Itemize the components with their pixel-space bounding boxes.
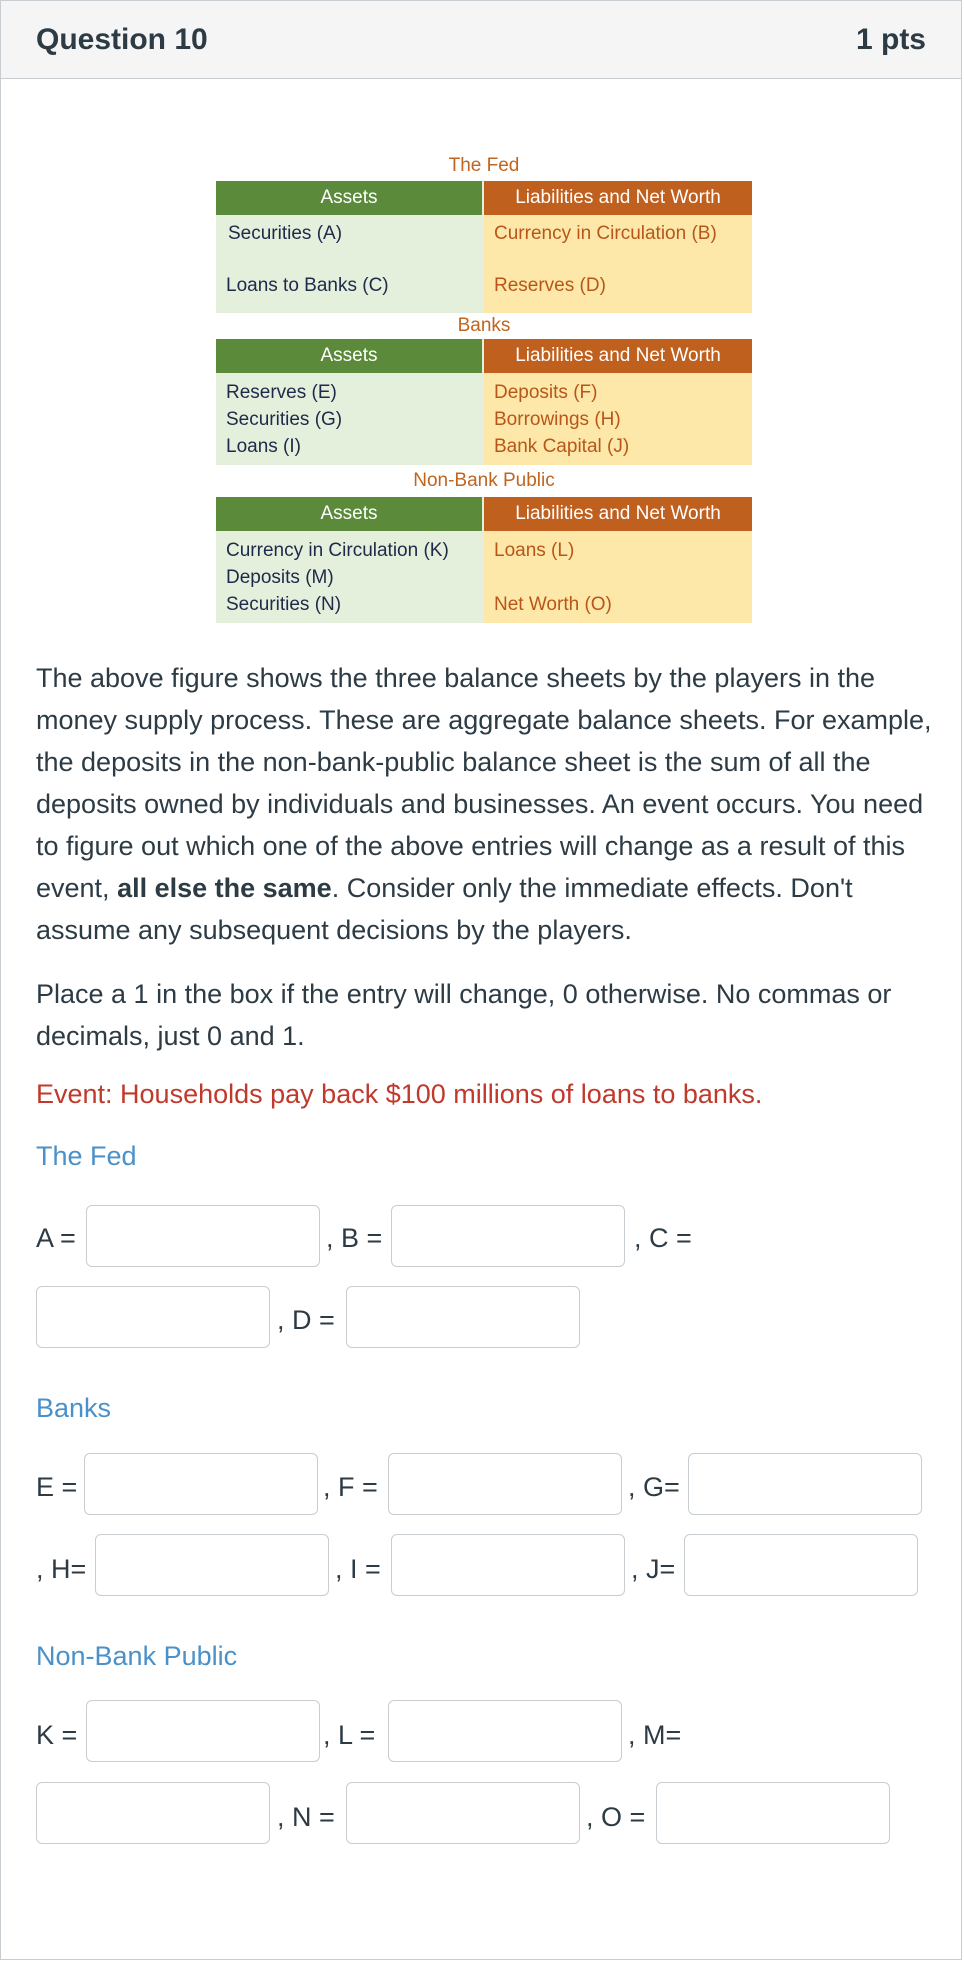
description-text: The above figure shows the three balance sheets by the players in the money supply process. These are aggregate balance sheets. For example, the deposits in the non-bank-public balance sheet is the sum of all the deposits owned by individuals and businesses. An event occurs. You need to figure out which one of the above entries will change as a result of this event,	[36, 663, 932, 903]
banks-assets-column	[216, 339, 484, 465]
label-h: , H=	[36, 1554, 87, 1584]
input-i[interactable]	[391, 1534, 625, 1596]
banks-asset-entry: Loans (I)	[226, 436, 301, 457]
fed-assets-column	[216, 181, 484, 313]
input-l[interactable]	[388, 1700, 622, 1762]
banks-liability-entry: Deposits (F)	[494, 382, 598, 403]
label-e: E =	[36, 1472, 78, 1502]
label-i: , I =	[335, 1554, 381, 1584]
fed-asset-entry	[226, 247, 474, 273]
instructions: Place a 1 in the box if the entry will change, 0 otherwise. No commas or decimals, just 0 and 1.	[36, 979, 892, 1051]
fed-liabilities-column	[484, 181, 752, 313]
label-d: , D =	[277, 1305, 335, 1335]
fed-liability-entry: Reserves (D)	[494, 275, 606, 296]
input-f[interactable]	[388, 1453, 622, 1515]
label-c: , C =	[634, 1223, 692, 1253]
public-assets-header: Assets	[216, 497, 482, 531]
input-n[interactable]	[346, 1782, 580, 1844]
banks-balance-sheet	[216, 339, 752, 465]
fed-balance-sheet	[216, 181, 752, 313]
public-asset-entry: Currency in Circulation (K)	[226, 540, 449, 561]
input-k[interactable]	[86, 1700, 320, 1762]
banks-liability-entry: Bank Capital (J)	[494, 436, 630, 457]
fed-assets-header: Assets	[216, 181, 482, 215]
input-c[interactable]	[36, 1286, 270, 1348]
input-a[interactable]	[86, 1205, 320, 1267]
question-description	[36, 657, 936, 951]
banks-liabilities-header: Liabilities and Net Worth	[484, 339, 752, 373]
label-k: K =	[36, 1720, 78, 1750]
label-o: , O =	[586, 1802, 646, 1832]
label-f: , F =	[323, 1472, 378, 1502]
public-balance-sheet	[216, 497, 752, 623]
input-h[interactable]	[95, 1534, 329, 1596]
label-a: A =	[36, 1223, 76, 1253]
input-g[interactable]	[688, 1453, 922, 1515]
fed-liability-entry: Currency in Circulation (B)	[494, 223, 717, 244]
input-o[interactable]	[656, 1782, 890, 1844]
public-liabilities-header: Liabilities and Net Worth	[484, 497, 752, 531]
banks-assets-header: Assets	[216, 339, 482, 373]
input-b[interactable]	[391, 1205, 625, 1267]
description-emphasis: all else the same	[117, 873, 332, 903]
fed-asset-entry: Securities (A)	[228, 223, 343, 244]
label-m: , M=	[628, 1720, 682, 1750]
balance-sheets-figure	[216, 151, 752, 623]
section-heading-fed: The Fed	[36, 1141, 137, 1171]
public-sheet-title: Non-Bank Public	[413, 470, 555, 491]
question-header	[1, 1, 961, 79]
fed-asset-entry: Loans to Banks (C)	[226, 275, 389, 296]
banks-sheet-title: Banks	[457, 315, 511, 336]
public-assets-column	[216, 497, 484, 623]
public-asset-entry: Deposits (M)	[226, 567, 334, 588]
input-d[interactable]	[346, 1286, 580, 1348]
fed-sheet-title: The Fed	[448, 155, 520, 176]
fed-liability-entry	[494, 247, 742, 273]
description-text-end: . Consider only the immediate effects. Don't assume any subsequent decisions by the players.	[36, 873, 853, 945]
banks-liability-entry: Borrowings (H)	[494, 409, 621, 430]
section-heading-banks: Banks	[36, 1393, 112, 1423]
fed-liabilities-header: Liabilities and Net Worth	[484, 181, 752, 215]
event-statement: Event: Households pay back $100 millions of loans to banks.	[36, 1079, 763, 1109]
label-j: , J=	[631, 1554, 676, 1584]
input-m[interactable]	[36, 1782, 270, 1844]
banks-liabilities-column	[484, 339, 752, 465]
public-liability-entry: Net Worth (O)	[494, 594, 612, 615]
input-j[interactable]	[684, 1534, 918, 1596]
public-asset-entry: Securities (N)	[226, 594, 342, 615]
public-liability-entry: Loans (L)	[494, 540, 575, 561]
public-liability-entry	[494, 564, 742, 591]
input-e[interactable]	[84, 1453, 318, 1515]
label-l: , L =	[323, 1720, 376, 1750]
question-title: Question 10	[36, 22, 208, 56]
question-points: 1 pts	[855, 22, 926, 56]
banks-asset-entry: Securities (G)	[226, 409, 343, 430]
label-n: , N =	[277, 1802, 335, 1832]
banks-asset-entry: Reserves (E)	[226, 382, 337, 403]
label-g: , G=	[628, 1472, 680, 1502]
label-b: , B =	[326, 1223, 383, 1253]
public-liabilities-column	[484, 497, 752, 623]
section-heading-public: Non-Bank Public	[36, 1641, 238, 1671]
